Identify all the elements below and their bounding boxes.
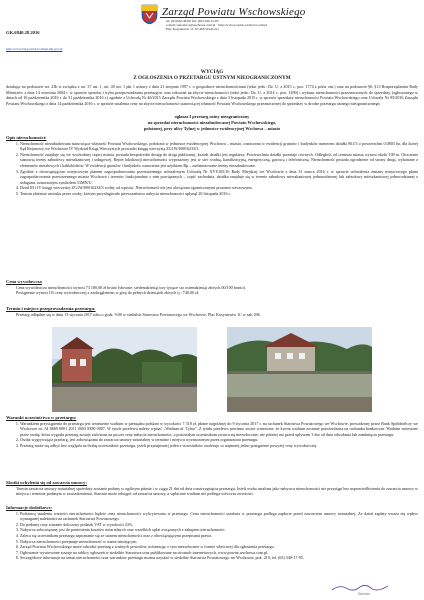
contract-section [6,480,418,497]
title-line1: WYCIĄG [200,69,224,75]
price-heading: Cena wywoławcza [6,279,42,284]
list-item: 2. Nieruchomość znajduje się we wschodniej części miasta, posiada bezpośredni dostęp do drogi publicznej, kształt działki jest regularny. Powierzchnia działki przestaje równych. Odległość od centrum miasta wynosi około 100 m. Otoczenie stanowią tereny zabudowy mieszkaniowej i usługowej. Rejon lokalizacji nieruchomości wyposażony jest w sieć wodną, kanalizacyjną, energetyczną, gazową i telefoniczną. Nieruchomość posiada ogrodzenie od strony drogi, wykonane z elementów metalowych i kablobloków. W ewidencji gruntów i budynków oznaczona jest użytkiem Bp – zurbanizowane tereny niezabudowane. [20,152,418,169]
property-heading: Opis nieruchomości: [6,135,47,140]
list-item: 3. Nabywca zobowiązany jest do poniesienia kosztów notarialnych oraz wszelkich opłat związanych z zakupem nieruchomości. [20,527,418,533]
list-item: 3. Przetarg może się odbyć bez względu na liczbę uczestników przetargu, jeżeli przynajmniej jeden z uczestników zaoferuje co najmniej jedno postąpienie powyżej ceny wywoławczej. [20,443,418,449]
list-item: 5. Termin złożenia wniosku przez osoby, którym przysługiwało pierwszeństwo nabycia nieruchomości upłynął 20 listopada 2016 r. [20,191,418,197]
list-item: 3. Zgodnie z obowiązującym miejscowym planem zagospodarowania przestrzennego uchwalonym Uchwałą Nr XVI/165/16 Rady Miejskiej we Wschowie z dnia 31 marca 2016 r. w sprawie uchwalenia zmiany miejscowego planu zagospodarowania przestrzennego miasta Wschowa i terenów funkcjonalnie z nim powiązanych – część zachodnia, działka znajduje się w terenie zabudowy mieszkaniowej jednorodzinnej lub zabudowy mieszkaniowej jednorodzinnej z usługami, oznaczonym symbolem 53MN/U. [20,169,418,186]
document-title [0,69,424,81]
announcement-line3: położonej, przy ulicy Tylnej w jednostce ewidencyjnej Wschowa – miasto [143,125,281,131]
header-divider [160,17,302,18]
property-photo-right [227,327,372,412]
price-section [6,279,418,296]
contact-phone: tel. (65)540-46-00 fax: (65) 540-15-03 [166,19,219,23]
announcement-line2: na sprzedaż nieruchomości niezabudowanej Powiatu Wschowskiego, [147,119,277,125]
contract-text: Termin zawarcia umowy notarialnej sprzedaży zostanie podany w ogólnym piśmie i w ciągu 21 dni od dnia rozstrzygnięcia przetargu. Jeżeli osoba ustalona jako nabywca nieruchomości nie przystąpi bez usprawiedliwienia do zawarcia umowy w miejscu i terminie podanym w zawiadomieniu, Starosta może odstąpić od zawarcia umowy, a wpłacone wadium nie podlega wówczas zwrotowi. [16,485,418,497]
info-section [6,505,418,561]
list-item: 1. Warunkiem przystąpienia do przetargu jest wniesienie wadium w pieniądzu polskim w wysokości 7 318 zł, płatne najpóźniej do 9 stycznia 2017 r. na rachunek Starostwa Powiatowego we Wschowie, prowadzony przez Bank Spółdzielczy we Wschowie nr: 34 8669 0001 2011 0003 8380 0007. W tytule przelewu należy wpisać „Wadium ul. Tylna”. Z tytułu przelewu powinno zostać wniesione, że kwota wadium zostanie potwierdzona na rachunku bankowym. Wadium wniesione przez osobę, która wygrała przetarg zostaje zaliczone na poczet ceny nabycia nieruchomości, a pozostałym uczestnikom zwraca się niezwłocznie, nie później niż przed upływem 3 dni od dnia odwołania lub zamknięcia przetargu. [20,421,418,438]
conditions-list [6,421,418,449]
property-photo-left [52,327,197,412]
list-item: 6. Zarząd Powiatu Wschowskiego może odwołać przetarg z ważnych powodów, informując o tym niezwłocznie w formie właściwej dla ogłoszenia przetargu. [20,544,418,550]
list-item: 7. Ogłoszenie wywieszone zostaje na tablicy ogłoszeń w siedzibie Starostwa oraz publikowane na stronach internetowych, www.powiat.wschowa.com.pl. [20,550,418,556]
info-heading: Informacje dodatkowe: [6,505,53,510]
info-list [6,511,418,561]
contract-heading: Skutki uchylenia się od zawarcia umowy: [6,480,87,485]
bip-link[interactable]: http://www.bip.powiat.bochnia.bip.gov.pl [6,47,63,51]
price-value: Cena wywoławcza nieruchomości wynosi 73 180,00 zł brutto (słownie: siedemdziesiąt trzy tysiące sto osiemdziesiąt złotych 00/100 brutto). [16,284,246,290]
announcement-line1: ogłasza I przetarg ustny nieograniczony [174,114,250,119]
list-item: 2. Do podanej ceny zostanie doliczony podatek VAT w wysokości 23%. [20,522,418,528]
auction-details: Przetarg odbędzie się w dniu 13 stycznia 2017 roku o godz. 9:00 w siedzibie Starostwa Powiatowego we Wschowie, Plac Kosynierów 1C w sali 206. [16,311,261,317]
issuer-contact [166,19,267,32]
title-line2: Z OGŁOSZENIA O PRZETARGU USTNYM NIEOGRANICZONYM [133,75,291,81]
issuer-title: Zarząd Powiatu Wschowskiego [162,6,306,18]
price-increment: Postąpienie wynosi 1% ceny wywoławczej z zaokrągleniem w górę do pełnych dziesiątek złotych tj.: 740,00 zł. [16,290,200,296]
contact-email: e-mail: starostwo@wschowa.com.pl · http://www.powiat.wschowa.com.pl [166,23,268,28]
list-item: 2. Osoba wygrywająca przetarg, jest zobowiązana do zawarcia umowy notarialnej w terminie i miejscu wyznaczonym przez organizatora przetargu. [20,437,418,443]
property-section [6,135,418,197]
list-item: 8. Szczegółowe informacje na temat nieruchomości oraz warunków przetargu można uzyskać w siedzibie Starostwa Powiatowego we Wschowie, pok. 219, tel. (65) 540-17-95. [20,555,418,561]
announcement-block [80,114,344,131]
contact-address: Plac Kosynierów 1c, 67-400 Wschowa [166,27,219,32]
legal-basis-paragraph: działając na podstawie art. 23b w związku z art. 37 ust. 1, art. 40 ust. 1 pkt 1 ustawy z dnia 21 sierpnia 1997 r. o gospodarce nieruchomościami (tekst jedn.: Dz. U. z 2015 r., poz. 1774 z późn. zm.) oraz na podstawie §6, §13 Rozporządzenia Rady Ministrów z dnia 14 września 2004 r. w sprawie sposobu i trybu przeprowadzania przetargów oraz rokowań na zbycie nieruchomości (tekst jedn.: Dz. U. z 2014 r., poz. 1490) i wykazu nieruchomości przeznaczonych do sprzedaży (ogłoszonego w dniach od 10 października 2016 r. do 31 października 2016 r.) zgodnie z Uchwałą Nr 46/2015 Zarządu Powiatu Wschowskiego z dnia 3 listopada 2015 r. w sprawie sprzedaży nieruchomości Powiatu Wschowskiego oraz Uchwały Nr 95/2016 Zarządu Powiatu Wschowskiego z dnia 14 października 2016 r. w sprawie ustalenia ceny na zbycie nieruchomości stanowiącej własność Powiatu Wschowskiego przeznaczonej do sprzedaży w drodze przetargu ustnego nieograniczonego [6,84,418,106]
list-item: 1. Podstawą ustalenia wartości nieruchomości będzie cena nieruchomości wylicytowana w przetargu. Cena nieruchomości ustalona w przetargu podlega zapłacie przed zawarciem umowy notarialnej. Za dzień zapłaty uważa się wpływ wymaganej należności na rachunek Starostwa Powiatowego. [20,511,418,522]
document-reference: GK.6840.28.2016 [6,30,40,35]
conditions-section [6,415,418,449]
list-item: 4. Zaleca się uczestnikom przetargu zapoznanie się ze stanem nieruchomości oraz z obowiązującymi przepisami prawa. [20,533,418,539]
signature-label: Starosta [358,592,370,596]
property-list [6,141,418,197]
conditions-heading: Warunki uczestnictwa w przetargu: [6,415,77,420]
list-item: 5. Nabywca nieruchomości przejmuje nieruchomość w stanie istniejącym. [20,539,418,545]
list-item: 1. Nieruchomość niezabudowana stanowiąca własność Powiatu Wschowskiego, położona w jednostce ewidencyjnej Wschowa – miasto, oznaczona w ewidencji gruntów i budynków numerem działki 861/3 o powierzchni 0,0803 ha, dla której Sąd Rejonowy we Wschowie IV Wydział Ksiąg Wieczystych prowadzi księgę wieczystą ZG1W/00016233/3. [20,141,418,152]
list-item: 4. Dział III i IV księgi wieczystej ZG1W/00016233/3 wolny od wpisów. Nieruchomość nie jest obciążona ograniczonymi prawami rzeczowymi. [20,185,418,191]
auction-section [6,306,418,317]
coat-of-arms-icon [141,4,158,25]
auction-heading: Termin i miejsce przeprowadzenia przetargu: [6,306,96,311]
